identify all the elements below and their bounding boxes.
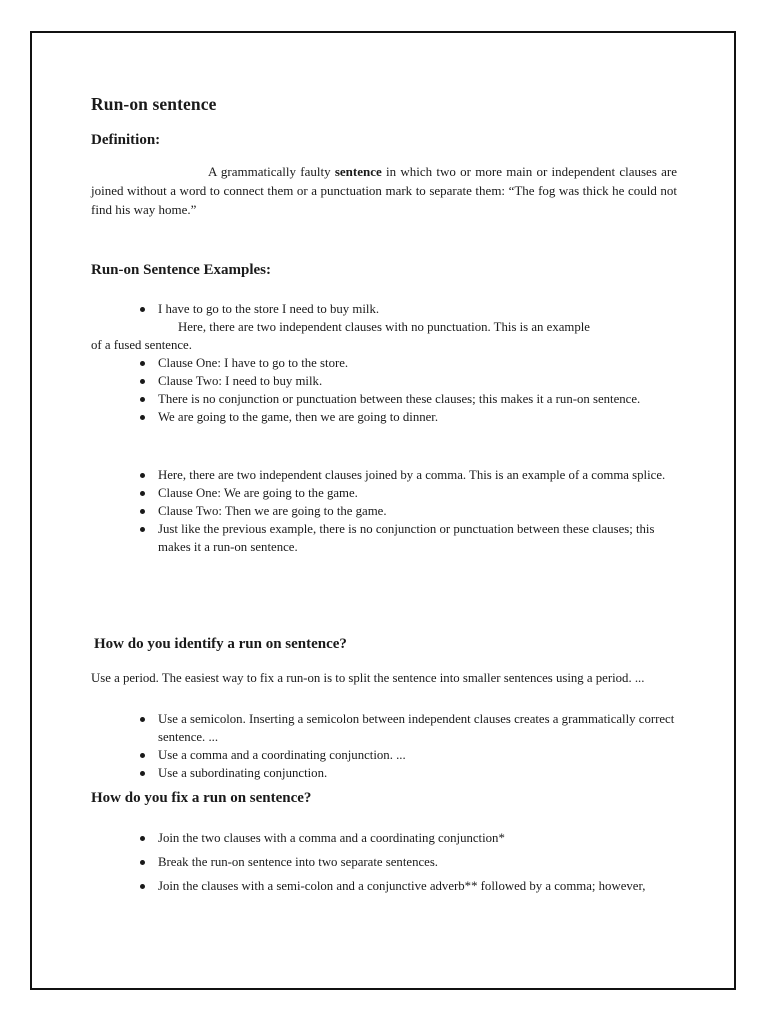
- list-item: Join the clauses with a semi-colon and a conjunctive adverb** followed by a comma; however,: [136, 877, 676, 895]
- list-item: Use a subordinating conjunction.: [136, 764, 676, 782]
- identify-intro: Use a period. The easiest way to fix a run-on is to split the sentence into smaller sentences using a period. ...: [91, 671, 645, 685]
- examples-note-line-2: of a fused sentence.: [91, 338, 192, 352]
- definition-text-end: in which two or more main or independent clauses are joined without a word to connect them or a punctuation mark to separate them: “The fog was thick he could not find his way home.”: [91, 164, 678, 217]
- list-item: We are going to the game, then we are going to dinner.: [136, 408, 676, 426]
- list-item: Use a semicolon. Inserting a semicolon between independent clauses creates a grammatically correct sentence. ...: [136, 710, 676, 746]
- list-item: Clause One: I have to go to the store.: [136, 354, 676, 372]
- list-item: I have to go to the store I need to buy milk.: [136, 300, 696, 318]
- fix-list: [136, 829, 676, 895]
- definition-text: [91, 162, 677, 219]
- list-item: Just like the previous example, there is no conjunction or punctuation between these clauses; this makes it a run-on sentence.: [136, 520, 676, 556]
- examples-first-list: [136, 300, 696, 318]
- page-title: Run-on sentence: [91, 94, 217, 114]
- list-item: Break the run-on sentence into two separate sentences.: [136, 853, 676, 871]
- definition-heading: Definition:: [91, 132, 161, 148]
- identify-heading: How do you identify a run on sentence?: [94, 636, 347, 652]
- examples-heading: Run-on Sentence Examples:: [91, 262, 272, 278]
- examples-list-1: [136, 354, 676, 426]
- list-item: Here, there are two independent clauses joined by a comma. This is an example of a comma splice.: [136, 466, 676, 484]
- list-item: There is no conjunction or punctuation between these clauses; this makes it a run-on sentence.: [136, 390, 676, 408]
- list-item: Clause Two: I need to buy milk.: [136, 372, 676, 390]
- examples-list-2: [136, 466, 676, 556]
- list-item: Use a comma and a coordinating conjunction. ...: [136, 746, 676, 764]
- list-item: Join the two clauses with a comma and a coordinating conjunction*: [136, 829, 676, 847]
- definition-text-start: A grammatically faulty: [208, 164, 335, 179]
- definition-bold-term: sentence: [334, 164, 382, 179]
- examples-note-line-1: Here, there are two independent clauses with no punctuation. This is an example: [178, 320, 590, 334]
- list-item: Clause Two: Then we are going to the game.: [136, 502, 676, 520]
- fix-heading: How do you fix a run on sentence?: [91, 790, 312, 806]
- list-item: Clause One: We are going to the game.: [136, 484, 676, 502]
- identify-list: [136, 710, 676, 782]
